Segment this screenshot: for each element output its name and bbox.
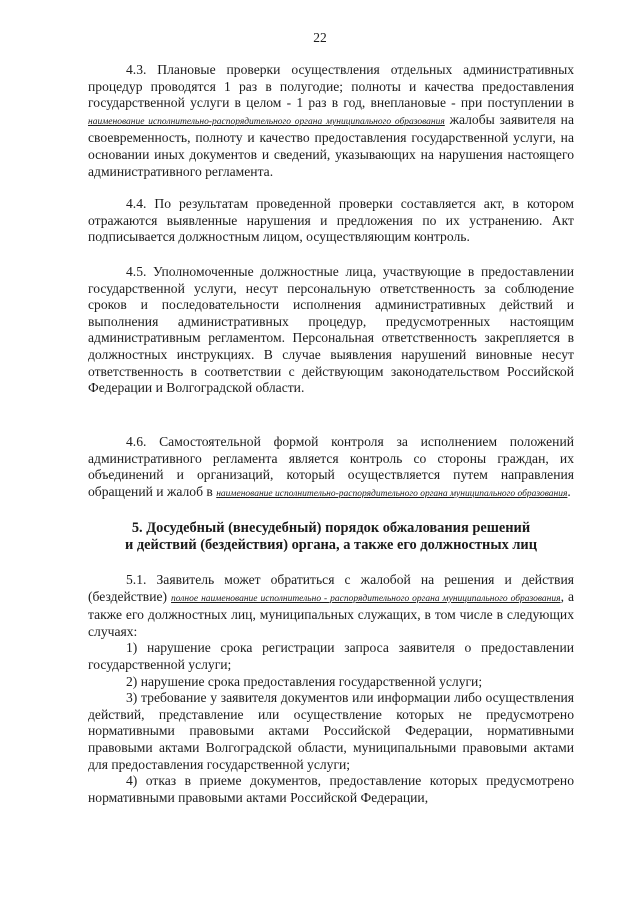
section-4-5	[88, 264, 574, 397]
section-5-heading	[88, 520, 574, 554]
paragraph-text: 4.3. Плановые проверки осуществления отдельных административных процедур проводятся 1 раз в полугодие; полноты и качества предоставления государственной услуги в целом - 1 раз в год, внеплановые - при поступлении в	[88, 62, 574, 111]
paragraph-4-4: 4.4. По результатам проведенной проверки составляется акт, в котором отражаются выявленные нарушения и предложения по их устранению. Акт подписывается должностным лицом, осуществляющим контроль.	[88, 196, 574, 245]
placeholder-organ-name: наименование исполнительно-распорядительного органа муниципального образования	[216, 488, 568, 499]
paragraph-4-3	[88, 62, 574, 180]
list-item: 1) нарушение срока регистрации запроса заявителя о предоставлении государственной услуги;	[88, 640, 574, 672]
paragraph-text: 5.1. Заявитель может обратиться с жалобой на решения и действия (бездействие)	[88, 572, 574, 604]
placeholder-organ-name: наименование исполнительно-распорядительного органа муниципального образования	[88, 116, 445, 127]
section-4-4	[88, 196, 574, 246]
section-4-3	[88, 62, 574, 180]
paragraph-5-1	[88, 572, 574, 640]
placeholder-organ-name: полное наименование исполнительно - распорядительного органа муниципального образования	[171, 593, 561, 604]
section-5-1	[88, 572, 574, 806]
list-item: 3) требование у заявителя документов или информации либо осуществления действий, представление или осуществление которых не предусмотрено нормативными правовыми актами Российской Федерации, нормативными правовыми актами Волгоградской области, муниципальными правовыми актами для предоставления государственной услуги;	[88, 690, 574, 772]
paragraph-text: , а также его должностных лиц, муниципальных служащих, в том числе в следующих случаях:	[88, 588, 574, 639]
page-number: 22	[313, 30, 327, 45]
paragraph-4-5: 4.5. Уполномоченные должностные лица, участвующие в предоставлении государственной услуги, несут персональную ответственность за соблюдение сроков и последовательности исполнения административных действий и выполнения административных процедур, предусмотренных настоящим административным регламентом. Персональная ответственность закрепляется в должностных инструкциях. В случае выявления нарушений виновные несут ответственность в соответствии с действующим законодательством Российской Федерации и Волгоградской области.	[88, 264, 574, 396]
paragraph-text: 4.6. Самостоятельной формой контроля за исполнением положений административного регламента является контроль со стороны граждан, их объединений и организаций, который осуществляется путем направления обращений и жалоб в	[88, 434, 574, 499]
section-4-6	[88, 434, 574, 502]
heading-line: и действий (бездействия) органа, а также его должностных лиц	[124, 537, 538, 553]
paragraph-text: .	[567, 483, 571, 499]
paragraph-4-6	[88, 434, 574, 502]
paragraph-text: жалобы заявителя на своевременность, полноту и качество предоставления государственной услуги, на основании иных документов и сведений, указывающих на нарушения настоящего административного регламента.	[88, 111, 574, 179]
list-item: 2) нарушение срока предоставления государственной услуги;	[126, 673, 483, 689]
list-item: 4) отказ в приеме документов, предоставление которых предусмотрено нормативными правовыми актами Российской Федерации,	[88, 773, 574, 805]
heading-line: 5. Досудебный (внесудебный) порядок обжалования решений	[131, 520, 531, 536]
